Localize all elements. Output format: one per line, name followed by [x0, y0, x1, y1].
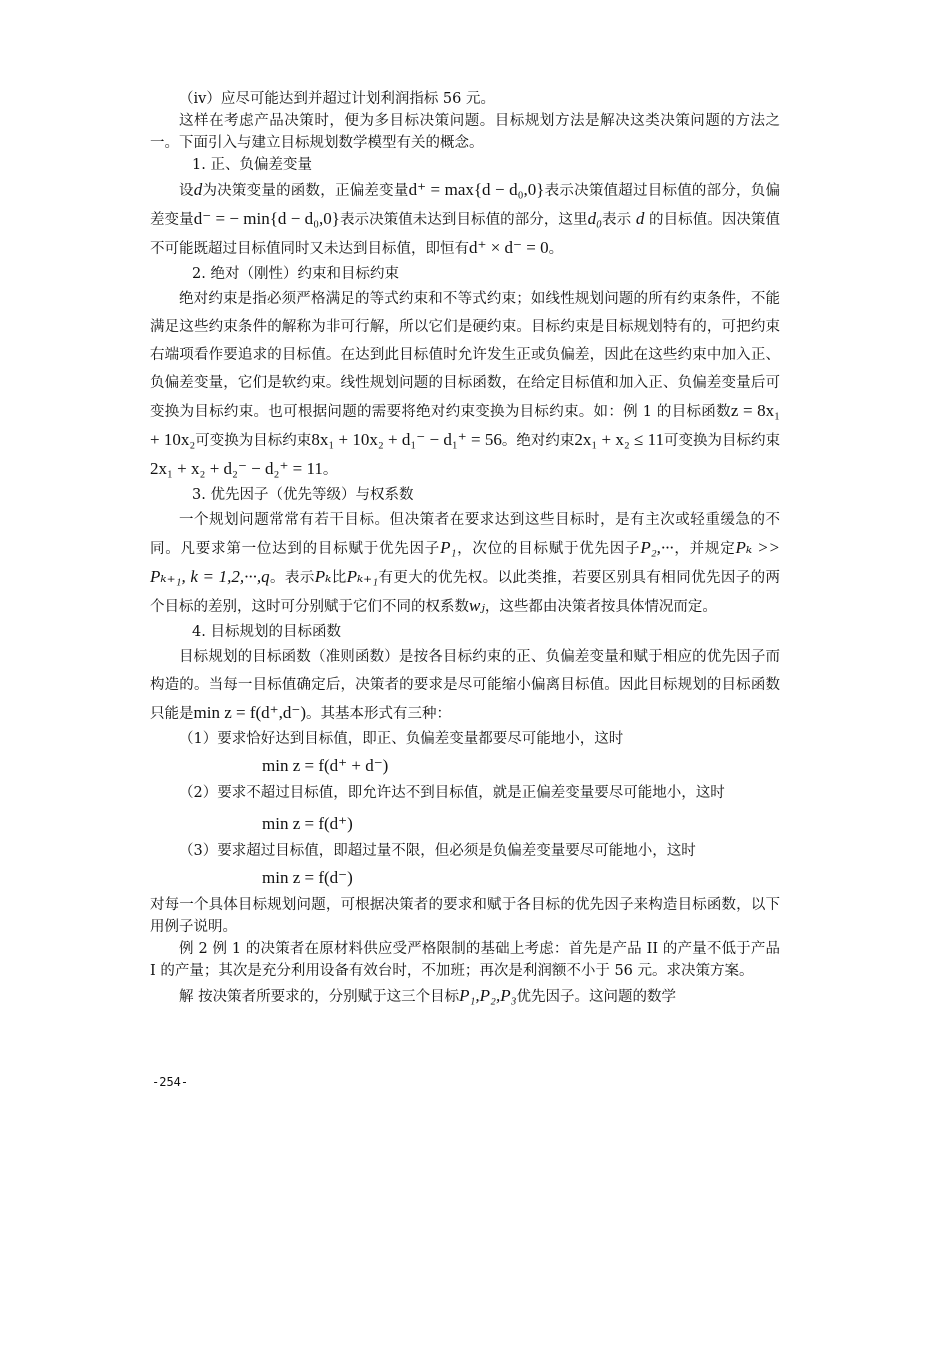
text: 这样在考虑产品决策时，便为多目标决策问题。目标规划方法是解决这类决策问题的方法之一。下面引入与建立目标规划数学模型有关的概念。 [150, 113, 780, 151]
math-goal-constraint-2: 2x₁ + x₂ + d₂⁻ − d₂⁺ = 11 [150, 459, 323, 478]
text: 表示决策值未达到目标值的部分，这里 [339, 212, 588, 228]
math-p1: P₁ [440, 538, 457, 557]
text: 。 [548, 241, 564, 257]
math-min-f: min z = f(d⁺,d⁻) [193, 703, 307, 722]
math-goal-constraint-1: 8x₁ + 10x₂ + d₁⁻ − d₁⁺ = 56 [311, 430, 502, 449]
page-body [150, 88, 780, 1011]
paragraph-constraints [150, 285, 780, 484]
text: 的目标值。因决策值不可能既超过目标值同时又未达到目标值，即恒有 [150, 212, 781, 257]
paragraph-priority [150, 506, 780, 621]
text: 绝对约束是指必须严格满足的等式约束和不等式约束；如线性规划问题的所有约束条件，不能满足这些约束条件的解称为非可行解，所以它们是硬约束。目标约束是目标规划特有的，可把约束右端项看作要追求的目标值。在达到此目标值时允许发生正或负偏差，因此在这些约束中加入正、负偏差变量，它们是软约束。线性规划问题的目标函数，在给定目标值和加入正、负偏差变量后可变换为目标约束。也可根据问题的需要将绝对约束变换为目标约束。如：例 1 的目标函数 [150, 291, 780, 420]
case-3 [150, 840, 780, 862]
text: 解 按决策者所要求的，分别赋于这三个目标 [179, 989, 460, 1005]
text: 表示 [601, 212, 632, 228]
section-heading-3 [150, 484, 780, 506]
math-pk1: Pₖ₊₁ [346, 567, 379, 586]
text: 对每一个具体目标规划问题，可根据决策者的要求和赋于各目标的优先因子来构造目标函数，以下用例子说明。 [150, 897, 780, 935]
text: ，次位的目标赋于优先因子 [456, 541, 641, 557]
text: 为决策变量的函数，正偏差变量 [202, 183, 409, 199]
text: 一个规划问题常常有若干目标。但决策者在要求达到这些目标时，是有主次或轻重缓急的不同。凡要求第一位达到的目标赋于优先因子 [150, 512, 780, 557]
math-absolute-constraint: 2x₁ + x₂ ≤ 11 [574, 430, 665, 449]
text: （2）要求不超过目标值，即允许达不到目标值，就是正偏差变量要尽可能地小，这时 [179, 785, 725, 801]
math-d0: d₀ [587, 209, 602, 228]
math-pk: Pₖ [314, 567, 332, 586]
math-p123: P₁,P₂,P₃ [459, 986, 517, 1005]
heading-text: 1. 正、负偏差变量 [192, 157, 312, 173]
section-heading-2 [150, 263, 780, 285]
math-priority-order: Pₖ >> Pₖ₊₁, k = 1,2,···,q [150, 538, 781, 586]
paragraph-construct [150, 894, 780, 938]
text: （iv）应尽可能达到并超过计划利润指标 56 元。 [179, 91, 495, 107]
section-heading-1 [150, 154, 780, 176]
text: 。 [322, 462, 338, 478]
paragraph-example-2 [150, 938, 780, 982]
section-heading-4 [150, 621, 780, 643]
text: ，并规定 [673, 541, 736, 557]
math-d: d [193, 180, 203, 199]
text: 目标规划的目标函数（准则函数）是按各目标约束的正、负偏差变量和赋于相应的优先因子而构造的。当每一目标值确定后，决策者的要求是尽可能缩小偏离目标值。因此目标规划的目标函数只能是 [150, 649, 780, 722]
math-dplus-def: d⁺ = max{d − d₀,0} [408, 180, 545, 199]
text: 。其基本形式有三种： [306, 706, 452, 722]
text: 设 [179, 183, 194, 199]
paragraph-objective [150, 643, 780, 728]
paragraph-deviation [150, 176, 780, 263]
text: ，这些都由决策者按具体情况而定。 [484, 599, 717, 615]
text: 。表示 [269, 570, 315, 586]
text: （3）要求超过目标值，即超过量不限，但必须是负偏差变量要尽可能地小，这时 [179, 843, 696, 859]
equation-1: min z = f(d⁺ + d⁻) [262, 756, 389, 775]
text: （1）要求恰好达到目标值，即正、负偏差变量都要尽可能地小，这时 [179, 731, 624, 747]
text: 例 2 例 1 的决策者在原材料供应受严格限制的基础上考虑：首先是产品 II 的产量不低于产品 I 的产量；其次是充分利用设备有效台时，不加班；再次是利润额不小于 56 元。求决策方案。 [150, 941, 780, 979]
math-d: d [635, 209, 645, 228]
text: 比 [331, 570, 347, 586]
equation-2: min z = f(d⁺) [262, 814, 353, 833]
paragraph-iv [150, 88, 780, 110]
paragraph-solution [150, 982, 780, 1011]
heading-text: 4. 目标规划的目标函数 [192, 624, 341, 640]
case-2 [150, 782, 780, 804]
text: 表示决策值超过目标值的部分，负偏差变量 [150, 183, 781, 228]
text: 有更大的优先权。以此类推，若要区别具有相同优先因子的两个目标的差别，这时可分别赋于它们不同的权系数 [150, 570, 781, 615]
text: 可变换为目标约束 [195, 433, 312, 449]
equation-3: min z = f(d⁻) [262, 868, 353, 887]
math-objective: z = 8x₁ + 10x₂ [150, 401, 780, 449]
case-1 [150, 728, 780, 750]
paragraph-intro [150, 110, 780, 154]
text: 优先因子。这问题的数学 [516, 989, 676, 1005]
heading-text: 2. 绝对（刚性）约束和目标约束 [192, 266, 399, 282]
math-product: d⁺ × d⁻ = 0 [469, 238, 549, 257]
heading-text: 3. 优先因子（优先等级）与权系数 [192, 487, 414, 503]
text: 可变换为目标约束 [664, 433, 781, 449]
math-dminus-def: d⁻ = − min{d − d₀,0} [193, 209, 340, 228]
page-number: -254- [152, 1075, 189, 1089]
text: 。绝对约束 [501, 433, 575, 449]
math-p2: P₂,··· [640, 538, 674, 557]
math-wj: wⱼ [469, 596, 485, 615]
